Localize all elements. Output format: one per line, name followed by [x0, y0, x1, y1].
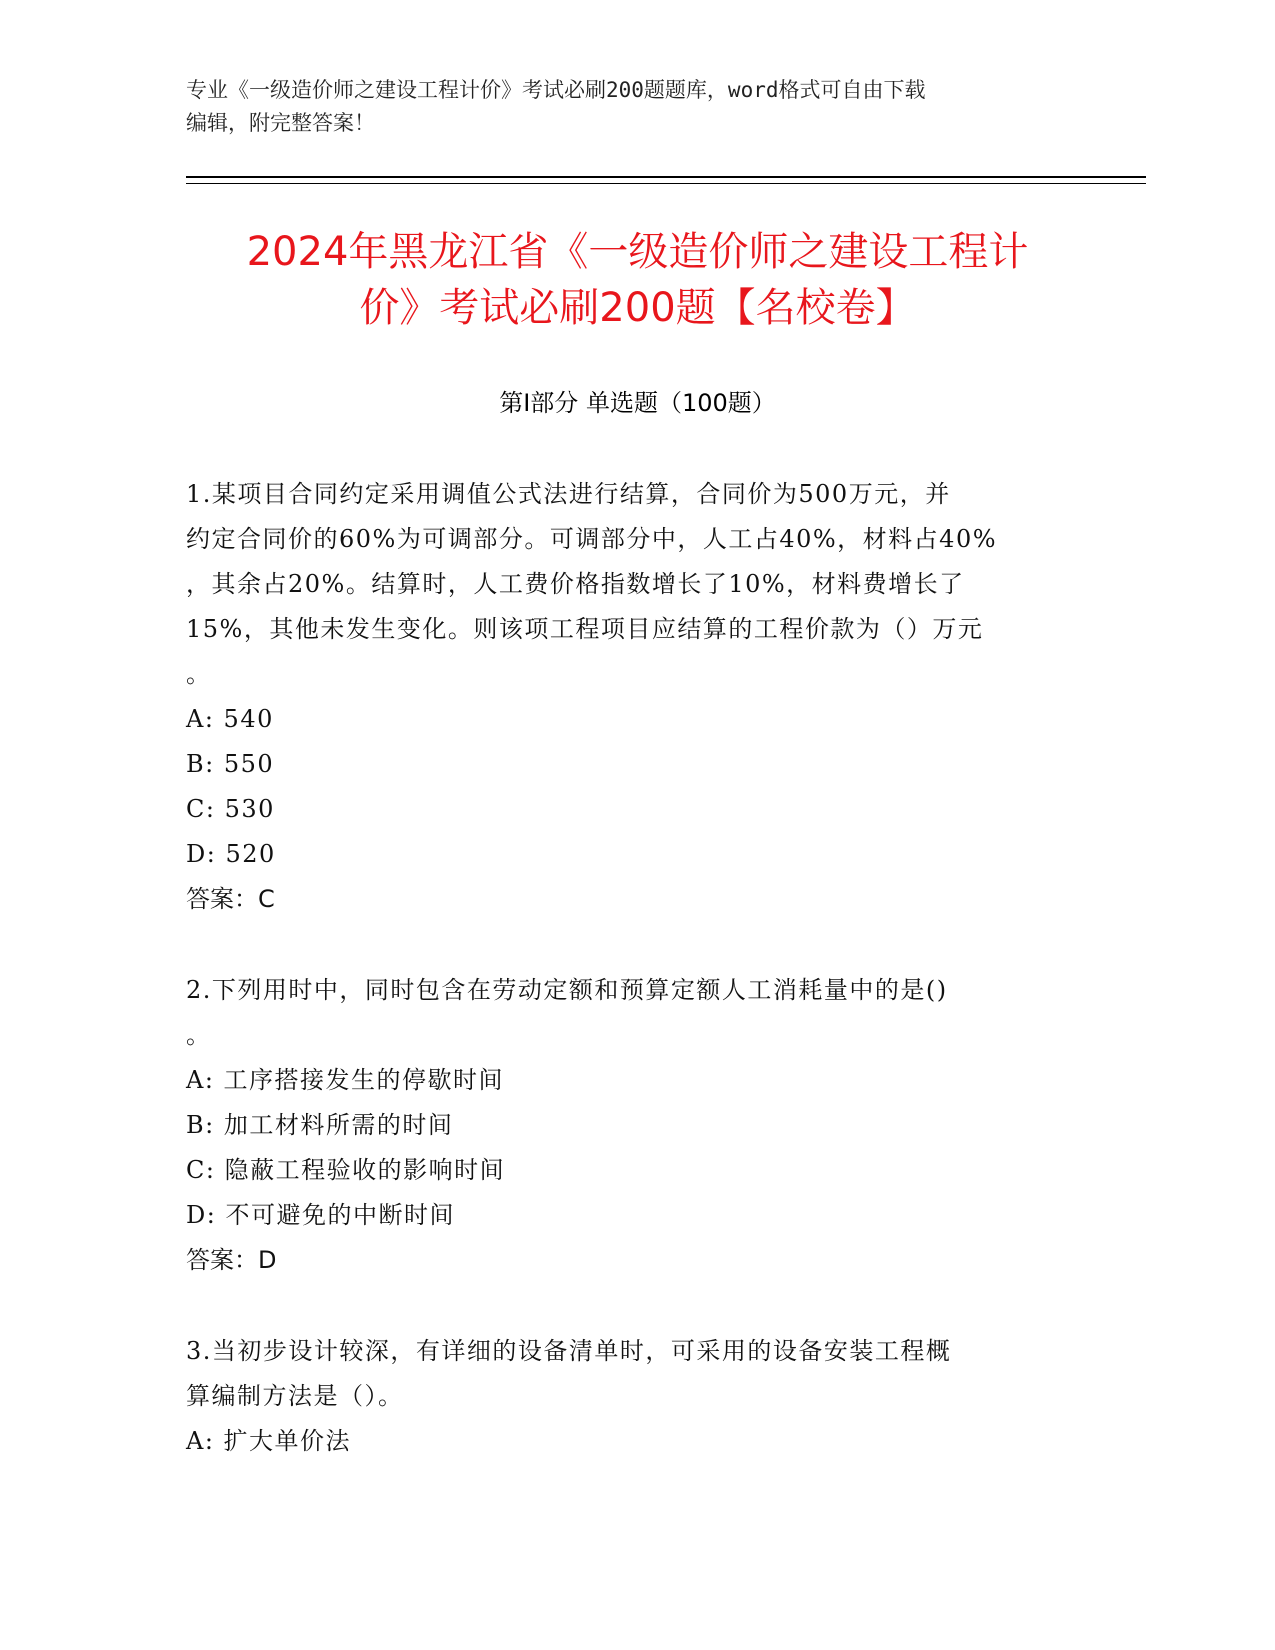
question-text-line: 15%，其他未发生变化。则该项工程项目应结算的工程价款为（）万元: [186, 615, 984, 643]
section-title: 第I部分 单选题（100题）: [499, 389, 776, 417]
option-d: D: 520: [186, 840, 276, 868]
document-title: [0, 224, 1275, 336]
option-b: B: 550: [186, 750, 275, 778]
question-2: [186, 968, 1066, 1283]
question-text-line: 3.当初步设计较深，有详细的设备清单时，可采用的设备安装工程概: [186, 1337, 952, 1365]
question-text-line: 约定合同价的60%为可调部分。可调部分中，人工占40%，材料占40%: [186, 525, 998, 553]
header-note-line-2: 编辑，附完整答案！: [186, 111, 375, 135]
answer-label: 答案：C: [186, 885, 275, 913]
header-note-line-1: 专业《一级造价师之建设工程计价》考试必刷200题题库，word格式可自由下载: [186, 78, 926, 102]
option-d: D: 不可避免的中断时间: [186, 1201, 455, 1229]
question-3: [186, 1329, 1066, 1464]
option-a: A: 扩大单价法: [186, 1427, 352, 1455]
question-text-line: 。: [186, 1021, 212, 1049]
header-divider-thin: [186, 183, 1146, 184]
question-text-line: 。: [186, 660, 212, 688]
option-a: A: 工序搭接发生的停歇时间: [186, 1066, 505, 1094]
question-text-line: 算编制方法是（）。: [186, 1382, 404, 1410]
option-b: B: 加工材料所需的时间: [186, 1111, 454, 1139]
document-title-line-1: 2024年黑龙江省《一级造价师之建设工程计: [246, 229, 1029, 275]
option-c: C: 隐蔽工程验收的影响时间: [186, 1156, 506, 1184]
question-text-line: ，其余占20%。结算时，人工费价格指数增长了10%，材料费增长了: [186, 570, 965, 598]
question-text-line: 1.某项目合同约定采用调值公式法进行结算，合同价为500万元，并: [186, 480, 951, 508]
question-list: [186, 472, 1066, 1510]
answer-label: 答案：D: [186, 1246, 277, 1274]
header-note: [186, 74, 1086, 140]
header-divider-thick: [186, 176, 1146, 178]
document-title-line-2: 价》考试必刷200题【名校卷】: [359, 285, 916, 331]
question-1: [186, 472, 1066, 922]
option-c: C: 530: [186, 795, 275, 823]
question-text-line: 2.下列用时中，同时包含在劳动定额和预算定额人工消耗量中的是(): [186, 976, 948, 1004]
option-a: A: 540: [186, 705, 274, 733]
